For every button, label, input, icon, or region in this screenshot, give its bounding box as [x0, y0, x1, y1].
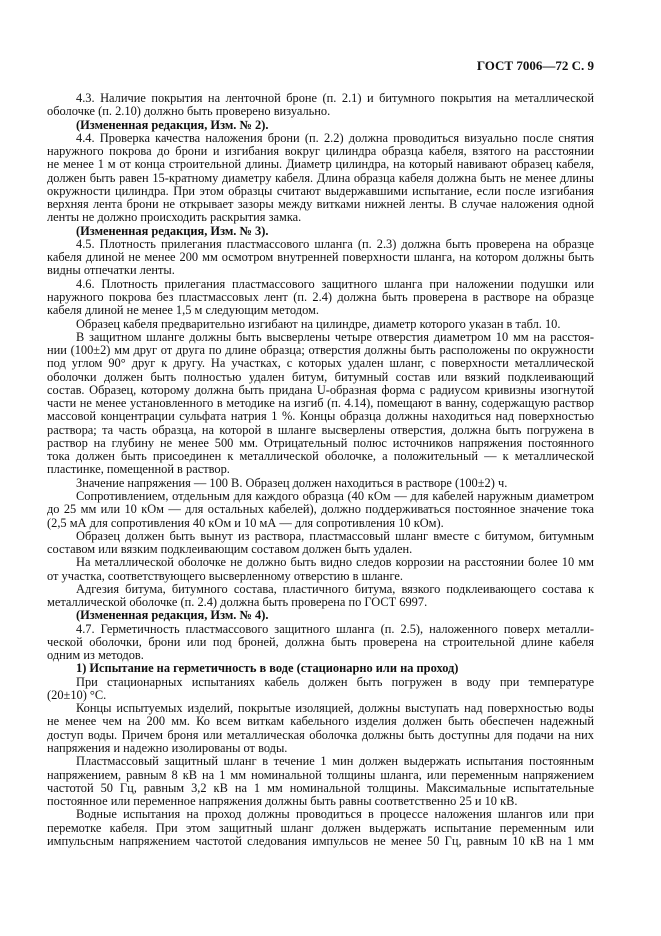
text-line: пластинке, помещенной в раствор.: [47, 462, 230, 477]
text-line: 1) Испытание на герметичность в воде (стационарно или на проход): [76, 661, 459, 676]
text-line: кабеля длиной не менее 200 мм осмотром внутренней поверхности шланга, на котором должны быть: [47, 250, 594, 265]
text-line: Пластмассовый защитный шланг в течение 1 мин должен выдержать испытания постоянным: [76, 754, 594, 769]
revision-note: [47, 225, 594, 238]
text-line: наружного покрова без пластмассовых лент (п. 2.4) должна быть проверена в растворе на образце: [47, 289, 594, 304]
text-line: Значение напряжения — 100 В. Образец должен находиться в растворе (100±2) ч.: [76, 475, 508, 490]
paragraph: [47, 278, 594, 318]
text-line: доступ воды. Причем броня или металлическая оболочка должны быть доступны для подачи на них: [47, 727, 594, 742]
text-line: верхняя лента брони не открывает зазоры между витками нижней ленты. В случае наложения одной: [47, 197, 594, 212]
text-line: 4.6. Плотность прилегания пластмассового защитного шланга при наложении подушки или: [76, 276, 594, 291]
text-line: не менее чем на 200 мм. Ко всем виткам кабельного изделия должен быть обеспечен надежный: [47, 714, 594, 729]
paragraph: [47, 556, 594, 583]
text-line: (20±10) °С.: [47, 687, 107, 702]
text-line: наружного покрова до брони и изгибания вокруг цилиндра образца кабеля, взятого на расстоянии: [47, 144, 594, 159]
paragraph: [47, 318, 594, 331]
text-line: частотой 50 Гц, равным 3,2 кВ на 1 мм номинальной толщины. Максимальные испытательные: [47, 780, 594, 795]
text-line: ленты не должно происходить раскрытия замка.: [47, 210, 302, 225]
text-line: оболочке (п. 2.10) должно быть проверено визуально.: [47, 104, 331, 119]
document-body: [47, 92, 594, 848]
paragraph: [47, 477, 594, 490]
paragraph: [47, 530, 594, 557]
text-line: от участка, соответствующего высверленному отверстию в шланге.: [47, 568, 403, 583]
text-line: В защитном шланге должны быть высверлены четыре отверстия диаметром 10 мм на расстоя-: [76, 329, 594, 344]
revision-note: [47, 119, 594, 132]
text-line: (2,5 мА для сопротивления 40 кОм и 10 мА — для сопротивления 10 кОм).: [47, 515, 444, 530]
paragraph: [47, 490, 594, 530]
paragraph: [47, 238, 594, 278]
text-line: должен быть равен 15-кратному диаметру кабеля. Длина образца кабеля должна быть не менее длины: [47, 170, 594, 185]
text-line: под углом 90° друг к другу. На участках, с которых удален шланг, с поверхности металлической: [47, 356, 594, 371]
text-line: ческой оболочки, брони или под броней, должна быть проверена на строительной длине кабеля: [47, 634, 594, 649]
paragraph: [47, 331, 594, 477]
text-line: постоянное или переменное напряжения должны быть равны соответственно 25 и 10 кВ.: [47, 794, 518, 809]
text-line: до 25 мм или 10 кОм — для остальных кабелей), должно поддерживаться постоянное значение тока: [47, 502, 594, 517]
text-line: (Измененная редакция, Изм. № 4).: [76, 608, 269, 623]
text-line: 4.3. Наличие покрытия на ленточной броне (п. 2.1) и битумного покрытия на металлической: [76, 91, 594, 105]
paragraph: [47, 92, 594, 119]
text-line: напряжения и надежно изолированы от воды.: [47, 741, 288, 756]
text-line: оболочки должен быть полностью удален битум, битумный состав или вязкий подклеивающий: [47, 369, 594, 384]
text-line: перемотке кабеля. При этом защитный шланг должен выдержать испытание переменным или: [47, 820, 594, 835]
paragraph: [47, 583, 594, 610]
paragraph: [47, 676, 594, 703]
text-line: (Измененная редакция, Изм. № 3).: [76, 223, 269, 238]
text-line: нии (100±2) мм друг от друга по длине образца; отверстия должны быть расположены по окружности: [47, 343, 594, 358]
text-line: кабеля длиной не менее 1,5 м следующим методом.: [47, 303, 319, 318]
text-line: раствора; та часть образца, на которой в шланге высверлены отверстия, должна быть погружена в: [47, 422, 594, 437]
text-line: Образец кабеля предварительно изгибают на цилиндре, диаметр которого указан в табл. 10.: [76, 316, 561, 331]
text-line: Адгезия битума, битумного состава, пластичного битума, вязкого подклеивающего состава к: [76, 581, 594, 596]
paragraph: [47, 132, 594, 225]
text-line: раствор на глубину не менее 500 мм. Отрицательный полюс источников напряжения постоянного: [47, 435, 594, 450]
text-line: одним из методов.: [47, 648, 144, 663]
text-line: окружности цилиндра. При этом образцы считают выдержавшими испытание, если после изгибания: [47, 183, 594, 198]
text-line: состав. Образец, которому должна быть придана U-образная форма с радиусом кривизны изогнутой: [47, 382, 594, 397]
paragraph: [47, 702, 594, 755]
text-line: напряжением, равным 8 кВ на 1 мм номинальной толщины шланга, или переменным напряжением: [47, 767, 594, 782]
revision-note: [47, 609, 594, 622]
text-line: 4.4. Проверка качества наложения брони (п. 2.2) должна проводиться визуально после снятия: [76, 130, 594, 145]
paragraph: [47, 755, 594, 808]
text-line: 4.7. Герметичность пластмассового защитного шланга (п. 2.5), наложенного поверх металли-: [76, 621, 594, 636]
text-line: импульсным напряжением частотой следования импульсов не менее 50 Гц, равным 10 кВ на 1 мм: [47, 833, 594, 848]
text-line: металлической оболочке (п. 2.4) должна быть проверена по ГОСТ 6997.: [47, 595, 428, 610]
text-line: части не менее установленного в методике на изгиб (п. 4.14), помещают в ванну, содержащую раствор: [47, 396, 594, 411]
text-line: Водные испытания на проход должны проводиться в процессе наложения шлангов или при: [76, 807, 594, 822]
text-line: Образец должен быть вынут из раствора, пластмассовый шланг вместе с битумом, битумным: [76, 528, 594, 543]
page-header: ГОСТ 7006—72 С. 9: [476, 58, 594, 73]
paragraph: [47, 808, 594, 848]
text-line: видны отпечатки ленты.: [47, 263, 175, 278]
text-line: составом или вязким подклеивающим составом должен быть удален.: [47, 542, 413, 557]
text-line: Сопротивлением, отдельным для каждого образца (40 кОм — для кабелей наружным диаметром: [76, 488, 594, 503]
text-line: не менее 1 м от конца строительной длины. Диаметр цилиндра, на который навивают образец кабеля,: [47, 157, 594, 172]
text-line: Концы испытуемых изделий, покрытые изоляцией, должны выступать над поверхностью воды: [76, 701, 594, 716]
revision-note: [47, 662, 594, 675]
text-line: тока должен быть присоединен к металлической оболочке, а положительный — к металлической: [47, 449, 594, 464]
text-line: 4.5. Плотность прилегания пластмассового шланга (п. 2.3) должна быть проверена на образце: [76, 236, 594, 251]
text-line: При стационарных испытаниях кабель должен быть погружен в воду при температуре: [76, 674, 594, 689]
paragraph: [47, 623, 594, 663]
text-line: На металлической оболочке не должно быть видно следов коррозии на расстоянии более 10 мм: [76, 555, 594, 570]
text-line: массовой концентрации сульфата натрия 1 %. Концы образца должны находиться над поверхностью: [47, 409, 594, 424]
text-line: (Измененная редакция, Изм. № 2).: [76, 117, 269, 132]
